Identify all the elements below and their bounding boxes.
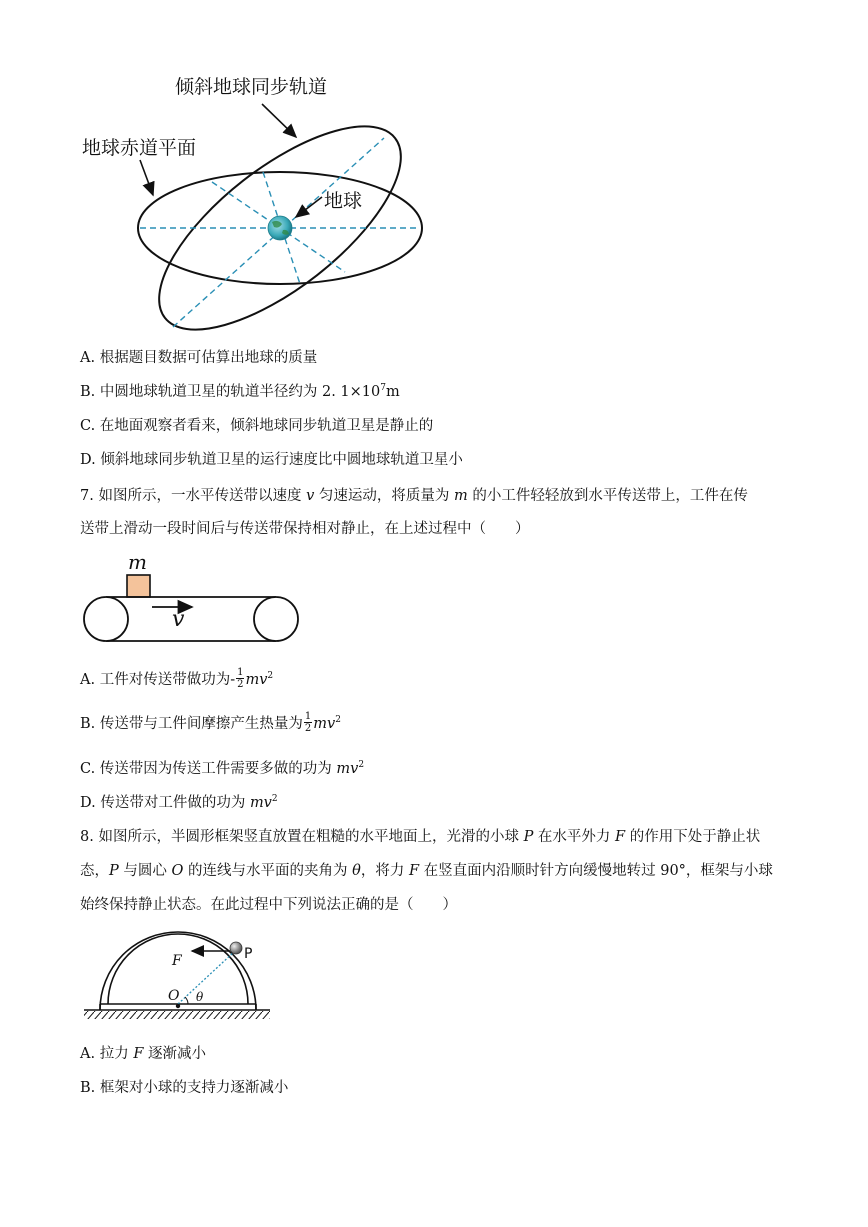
workpiece-block <box>127 575 150 597</box>
conveyor-figure <box>80 548 310 648</box>
q6-option-d: D. 倾斜地球同步轨道卫星的运行速度比中圆地球轨道卫星小 <box>80 452 463 468</box>
q7-option-c: C. 传送带因为传送工件需要多做的功为 $mv^2$ <box>80 760 365 777</box>
orbit-diagram <box>0 0 868 340</box>
q7-option-a: A. 工件对传送带做功为- $\frac{1}{2}$ $mv^2$ <box>80 666 274 690</box>
fig-center-label: O <box>168 988 180 1004</box>
q6-option-b: B. 中圆地球轨道卫星的轨道半径约为 2. $1\times 10^7m$ <box>80 383 400 400</box>
q7-option-b: B. 传送带与工件间摩擦产生热量为 $\frac{1}{2}$ $mv^2$ <box>80 710 341 734</box>
semicircle-figure <box>80 924 280 1024</box>
fig-mass-label: m <box>128 550 147 574</box>
q8-stem-line2: 态，P 与圆心 O 的连线与水平面的夹角为 θ，将力 F 在竖直面内沿顺时针方向缓慢地转过 90°，框架与小球 <box>80 863 773 879</box>
q7-stem-line1: 7. 如图所示，一水平传送带以速度 v 匀速运动，将质量为 m 的小工件轻轻放到水平传送带上，工件在传 <box>80 488 748 504</box>
q8-option-a: A. 拉力 F 逐渐减小 <box>80 1046 206 1062</box>
q6-option-c: C. 在地面观察者看来，倾斜地球同步轨道卫星是静止的 <box>80 418 434 434</box>
label-inclined-orbit: 倾斜地球同步轨道 <box>175 76 328 98</box>
q8-stem-line1: 8. 如图所示，半圆形框架竖直放置在粗糙的水平地面上，光滑的小球 P 在水平外力 F 的作用下处于静止状 <box>80 829 761 845</box>
fig-ball-label: P <box>244 946 253 962</box>
left-roller <box>84 597 128 641</box>
fig-angle-label: θ <box>196 990 204 1004</box>
right-roller <box>254 597 298 641</box>
label-equatorial-plane: 地球赤道平面 <box>82 137 197 159</box>
orbit-figure <box>0 0 868 340</box>
earth <box>268 216 292 240</box>
inclined-orbit <box>128 91 432 340</box>
q7-option-d: D. 传送带对工件做的功为 $mv^2$ <box>80 794 278 811</box>
q8-option-b: B. 框架对小球的支持力逐渐减小 <box>80 1080 289 1096</box>
conveyor-diagram <box>80 548 310 648</box>
q7-stem-line2: 送带上滑动一段时间后与传送带保持相对静止，在上述过程中（ ） <box>80 521 530 537</box>
q8-stem-line3: 始终保持静止状态。在此过程中下列说法正确的是（ ） <box>80 897 457 913</box>
label-earth: 地球 <box>324 190 363 212</box>
fig-force-label: F <box>172 953 182 969</box>
fig-velocity-label: v <box>172 607 185 632</box>
ball-p <box>230 942 242 954</box>
semicircle-diagram <box>80 924 280 1024</box>
q6-option-a: A. 根据题目数据可估算出地球的质量 <box>80 350 318 366</box>
